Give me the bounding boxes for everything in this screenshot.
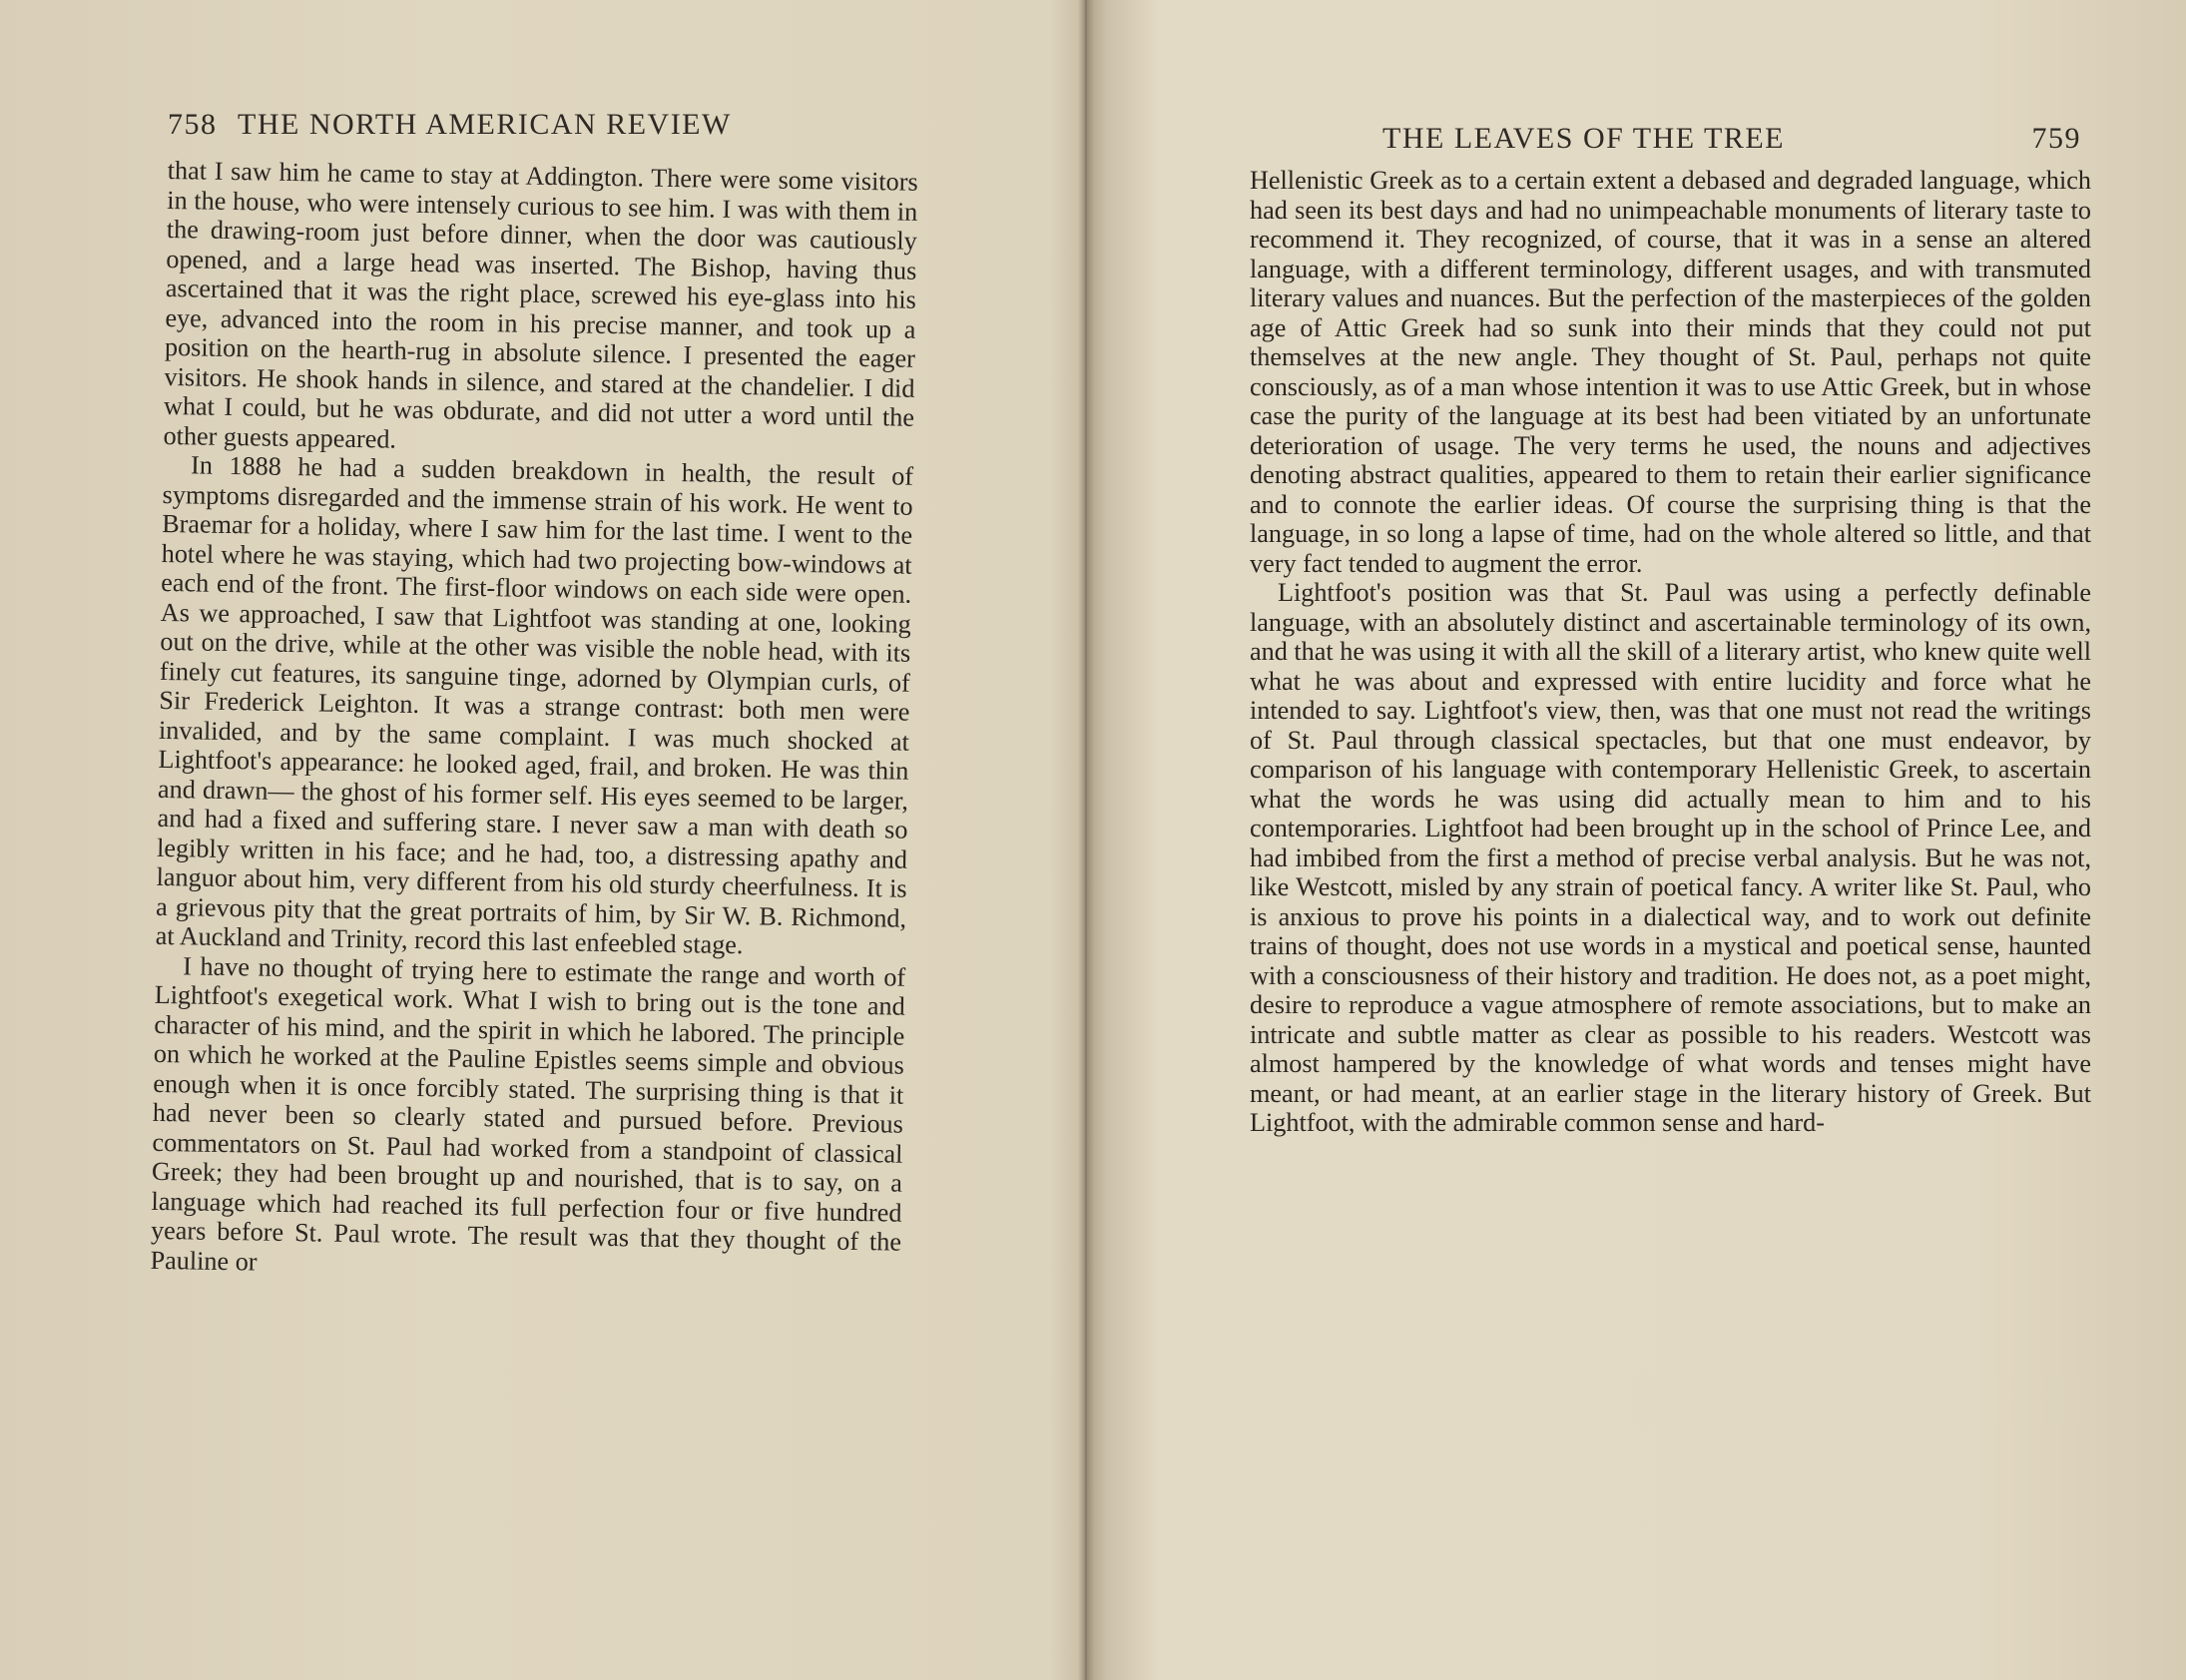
left-body-text [150, 156, 918, 1287]
book-gutter [1078, 0, 1094, 1680]
left-running-title: THE NORTH AMERICAN REVIEW [238, 108, 732, 141]
right-running-title: THE LEAVES OF THE TREE [1382, 122, 1786, 155]
left-page-number: 758 [168, 108, 218, 141]
right-paragraph-2: Lightfoot's position was that St. Paul was using a perfectly definable language, with an absolutely distinct and ascertainable terminology of its own, and that he was using it with all the skill of a literary artist, who knew quite well what he was about and expressed with entire lucidity and force what he intended to say. Lightfoot's view, then, was that one must not read the writings of St. Paul through classical spectacles, but that one must endeavor, by comparison of his language with contemporary Hellenistic Greek, to ascertain what the words he was using did actually mean to him and to his contemporaries. Lightfoot had been brought up in the school of Prince Lee, and had imbibed from the first a method of precise verbal analysis. But he was not, like Westcott, misled by any strain of poetical fancy. A writer like St. Paul, who is anxious to prove his points in a dialectical way, and to work out definite trains of thought, does not use words in a mystical and poetical sense, haunted with a consciousness of their history and tradition. He does not, as a poet might, desire to reproduce a vague atmosphere of remote associations, but to make an intricate and subtle matter as clear as possible to his readers. Westcott was almost hampered by the knowledge of what words and tenses might have meant, or had meant, at an earlier stage in the literary history of Greek. But Lightfoot, with the admirable common sense and hard- [1250, 578, 2091, 1137]
left-paragraph-1: that I saw him he came to stay at Addington. There were some visitors in the house, who were intensely curious to see him. I was with them in the drawing-room just before dinner, when the door was cautiously opened, and a large head was inserted. The Bishop, having thus ascertained that it was the right place, screwed his eye-glass into his eye, advanced into the room in his precise manner, and took up a position on the hearth-rug in absolute silence. I presented the eager visitors. He shook hands in silence, and stared at the chandelier. I did what I could, but he was obdurate, and did not utter a word until the other guests appeared. [163, 156, 918, 454]
left-running-head [168, 108, 817, 142]
right-page-number: 759 [2031, 122, 2081, 155]
right-body-text [1250, 166, 2091, 1138]
left-page [0, 0, 1083, 1680]
right-page [1093, 0, 2186, 1680]
left-paragraph-2: In 1888 he had a sudden breakdown in health, the result of symptoms disregarded and the immense strain of his work. He went to Braemar for a holiday, where I saw him for the last time. I went to the hotel where he was staying, which had two projecting bow-windows at each end of the front. The first-floor windows on each side were open. As we approached, I saw that Lightfoot was standing at one, looking out on the drive, while at the other was visible the noble head, with its finely cut features, its sanguine tinge, adorned by Olympian curls, of Sir Frederick Leighton. It was a strange contrast: both men were invalided, and by the same complaint. I was much shocked at Lightfoot's appearance: he looked aged, frail, and broken. He was thin and drawn— the ghost of his former self. His eyes seemed to be larger, and had a fixed and suffering stare. I never saw a man with death so legibly written in his face; and he had, too, a distressing apathy and languor about him, very different from his old sturdy cheerfulness. It is a grievous pity that the great portraits of him, by Sir W. B. Richmond, at Auckland and Trinity, record this last enfeebled stage. [155, 450, 914, 960]
right-paragraph-1: Hellenistic Greek as to a certain extent a debased and degraded language, which had seen its best days and had no unimpeachable monuments of literary taste to recommend it. They recognized, of course, that it was in a sense an altered language, with a different terminology, different usages, and with transmuted literary values and nuances. But the perfection of the masterpieces of the golden age of Attic Greek had so sunk into their minds that they could not put themselves at the new angle. They thought of St. Paul, perhaps not quite consciously, as of a man whose intention it was to use Attic Greek, but in whose case the purity of the language at its best had been vitiated by an unfortunate deterioration of usage. The very terms he used, the nouns and adjectives denoting abstract qualities, appeared to them to retain their earlier significance and to connote the earlier ideas. Of course the surprising thing is that the language, in so long a lapse of time, had on the whole altered so little, and that very fact tended to augment the error. [1250, 166, 2091, 578]
right-running-head [1382, 122, 2101, 156]
left-paragraph-3: I have no thought of trying here to estimate the range and worth of Lightfoot's exegetical work. What I wish to bring out is the tone and character of his mind, and the spirit in which he labored. The principle on which he worked at the Pauline Epistles seems simple and obvious enough when it is once forcibly stated. The surprising thing is that it had never been so clearly stated and pursued before. Previous commentators on St. Paul had worked from a standpoint of classical Greek; they had been brought up and nourished, that is to say, on a language which had reached its full perfection four or five hundred years before St. Paul wrote. The result was that they thought of the Pauline or [150, 950, 906, 1277]
